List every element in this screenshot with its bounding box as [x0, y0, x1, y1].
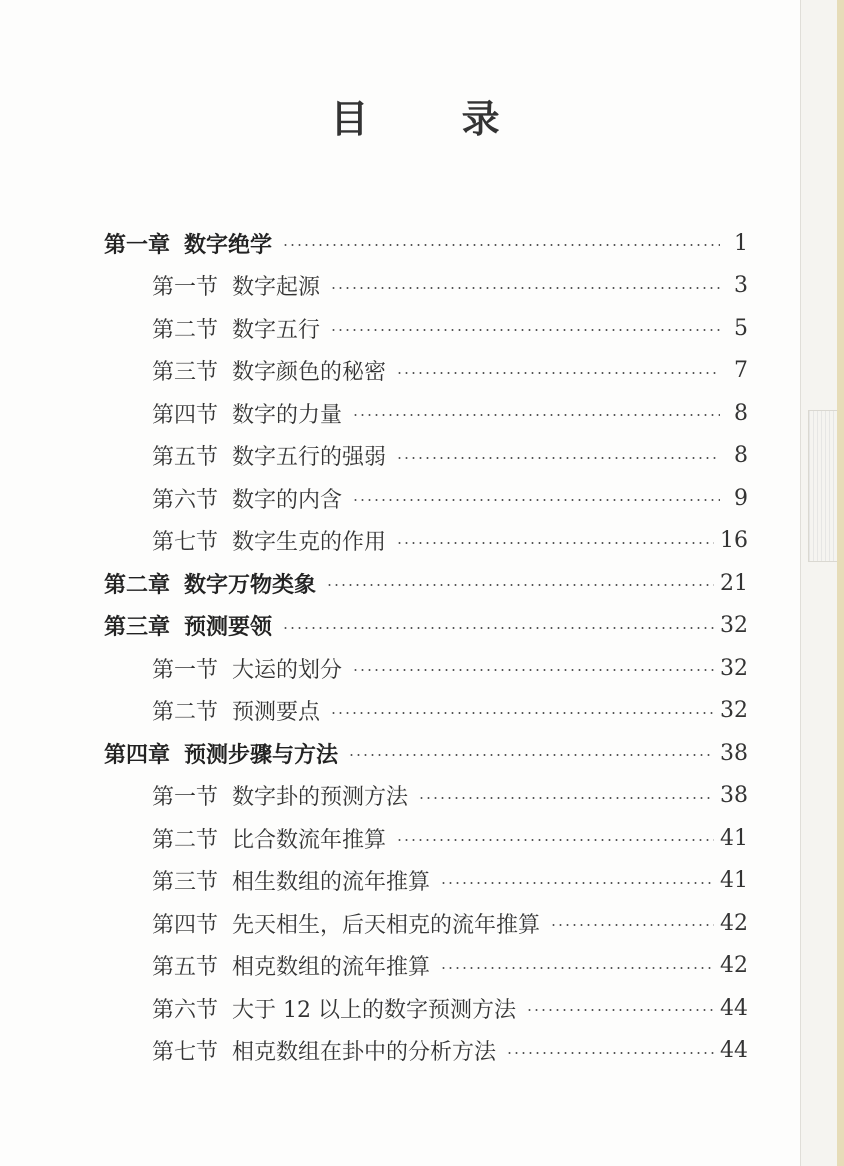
toc-section-entry[interactable]	[152, 690, 748, 732]
toc-chapter-entry[interactable]	[104, 562, 748, 604]
toc-section-entry[interactable]	[152, 435, 748, 477]
toc-entry-title: 数字生克的作用	[232, 530, 387, 555]
toc-chapter-entry[interactable]	[104, 732, 748, 774]
dot-leader	[330, 712, 714, 714]
toc-entry-number: 第二节	[152, 317, 219, 343]
toc-page-number: 41	[720, 825, 748, 851]
dot-leader	[440, 882, 714, 884]
toc-section-entry[interactable]	[152, 902, 748, 944]
toc-page-number: 44	[720, 1038, 748, 1063]
toc-entry-title: 数字五行的强弱	[232, 445, 387, 470]
toc-entry-title: 数字万物类象	[184, 572, 317, 598]
dot-leader	[418, 797, 714, 799]
toc-entry-number: 第一章	[104, 232, 171, 258]
toc-section-entry[interactable]	[152, 775, 748, 817]
toc-entry-title: 预测要领	[184, 615, 273, 640]
toc-page-number: 42	[720, 953, 748, 978]
toc-section-entry[interactable]	[152, 477, 748, 519]
toc-entry-number: 第一节	[152, 275, 219, 300]
page-spine	[837, 0, 844, 1166]
toc-page-number: 9	[734, 485, 748, 511]
toc-entry-number: 第三章	[104, 615, 171, 640]
toc-entry-title: 相克数组在卦中的分析方法	[232, 1040, 497, 1065]
dot-leader	[282, 244, 720, 246]
toc-section-entry[interactable]	[152, 817, 748, 859]
toc-section-entry[interactable]	[152, 392, 748, 434]
toc-entry-number: 第三节	[152, 870, 219, 895]
toc-page-number: 8	[734, 443, 748, 468]
toc-page-number: 32	[720, 655, 748, 681]
toc-entry-number: 第四章	[104, 742, 171, 768]
toc-entry-title: 相克数组的流年推算	[232, 955, 431, 980]
dot-leader	[396, 839, 714, 841]
toc-section-entry[interactable]	[152, 520, 748, 562]
toc-entry-number: 第六节	[152, 487, 219, 513]
toc-page-number: 21	[720, 570, 748, 596]
toc-entry-number: 第二章	[104, 572, 171, 598]
toc-section-entry[interactable]	[152, 987, 748, 1029]
toc-section-entry[interactable]	[152, 350, 748, 392]
toc-entry-number: 第一节	[152, 657, 219, 683]
toc-page-number: 32	[720, 698, 748, 723]
dot-leader	[352, 669, 714, 671]
toc-page-number: 41	[720, 868, 748, 893]
toc-chapter-entry[interactable]	[104, 605, 748, 647]
toc-section-entry[interactable]	[152, 647, 748, 689]
toc-page-number: 8	[734, 400, 748, 426]
toc-entry-title: 相生数组的流年推算	[232, 870, 431, 895]
dot-leader	[396, 542, 714, 544]
toc-section-entry[interactable]	[152, 307, 748, 349]
toc-entry-title: 大于 12 以上的数字预测方法	[232, 997, 516, 1023]
toc-entry-title: 先天相生，后天相克的流年推算	[232, 912, 541, 938]
dot-leader	[330, 329, 720, 331]
dot-leader	[352, 499, 720, 501]
toc-entry-title: 数字五行	[232, 317, 321, 343]
toc-page-number: 3	[734, 273, 748, 298]
toc-page-number: 16	[720, 528, 748, 553]
toc-entry-number: 第四节	[152, 912, 219, 938]
toc-section-entry[interactable]	[152, 265, 748, 307]
toc-entry-title: 大运的划分	[232, 657, 343, 683]
dot-leader	[526, 1009, 714, 1011]
dot-leader	[352, 414, 720, 416]
toc-entry-title: 数字起源	[232, 275, 321, 300]
toc-entry-number: 第七节	[152, 530, 219, 555]
toc-entry-number: 第五节	[152, 445, 219, 470]
toc-page-number: 32	[720, 613, 748, 638]
toc-page-number: 44	[720, 995, 748, 1021]
toc-entry-number: 第一节	[152, 785, 219, 810]
toc-section-entry[interactable]	[152, 860, 748, 902]
toc-chapter-entry[interactable]	[104, 222, 748, 264]
dot-leader	[282, 627, 714, 629]
dot-leader	[506, 1052, 714, 1054]
toc-entry-number: 第四节	[152, 402, 219, 428]
toc-page-number: 7	[734, 358, 748, 383]
toc-page-number: 42	[720, 910, 748, 936]
toc-entry-title: 预测步骤与方法	[184, 742, 339, 768]
toc-entry-title: 预测要点	[232, 700, 321, 725]
toc-entry-title: 数字颜色的秘密	[232, 360, 387, 385]
adjacent-page-ornament	[808, 410, 840, 562]
toc-entry-number: 第三节	[152, 360, 219, 385]
toc-entry-number: 第五节	[152, 955, 219, 980]
toc-section-entry[interactable]	[152, 945, 748, 987]
toc-entry-number: 第二节	[152, 827, 219, 853]
dot-leader	[330, 287, 720, 289]
toc-entry-title: 数字绝学	[184, 232, 273, 258]
dot-leader	[396, 457, 720, 459]
toc-entry-title: 数字的内含	[232, 487, 343, 513]
dot-leader	[440, 967, 714, 969]
toc-entry-title: 数字的力量	[232, 402, 343, 428]
toc-page-number: 38	[720, 783, 748, 808]
toc-page-number: 5	[734, 315, 748, 341]
page-title: 目 录	[330, 97, 540, 141]
toc-page-number: 1	[734, 230, 748, 256]
dot-leader	[396, 372, 720, 374]
toc-page-number: 38	[720, 740, 748, 766]
dot-leader	[550, 924, 714, 926]
toc-entry-number: 第六节	[152, 997, 219, 1023]
toc-entry-number: 第七节	[152, 1040, 219, 1065]
dot-leader	[326, 584, 714, 586]
toc-entry-title: 数字卦的预测方法	[232, 785, 409, 810]
toc-entry-number: 第二节	[152, 700, 219, 725]
toc-entry-title: 比合数流年推算	[232, 827, 387, 853]
dot-leader	[348, 754, 714, 756]
toc-section-entry[interactable]	[152, 1030, 748, 1072]
